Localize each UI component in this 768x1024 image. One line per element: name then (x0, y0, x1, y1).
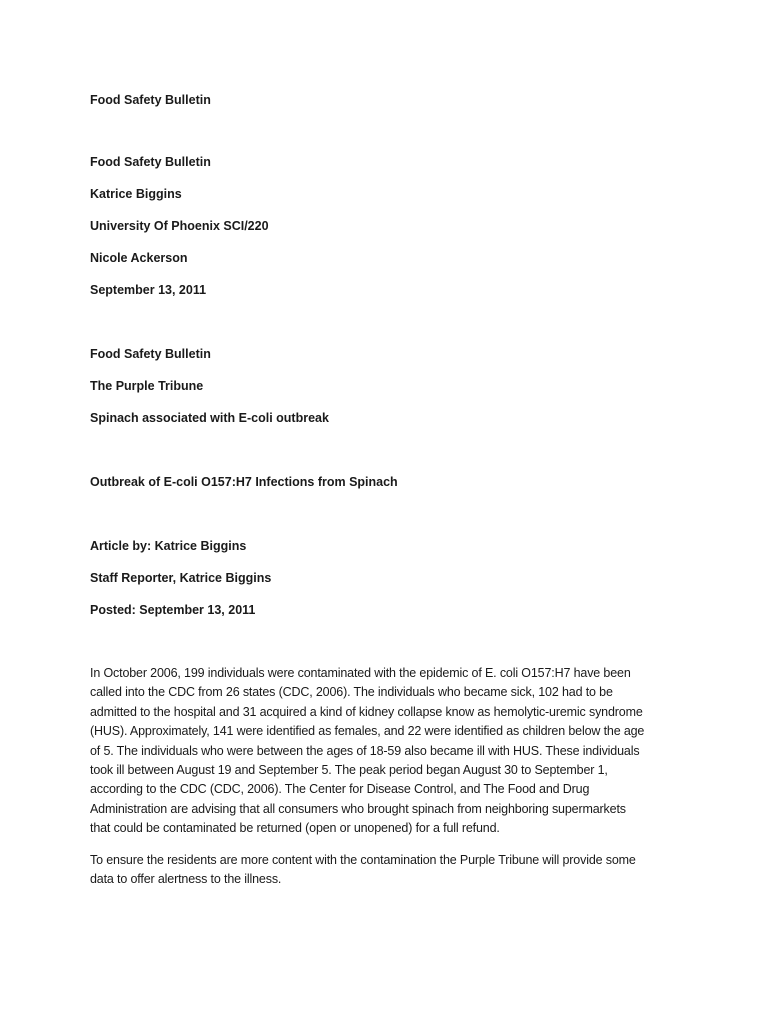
paragraph-line: took ill between August 19 and September 5. The peak period began August 30 to September 1, (90, 763, 608, 778)
paragraph-line: (HUS). Approximately, 141 were identified as females, and 22 were identified as children below the age (90, 724, 645, 739)
paragraph-line: of 5. The individuals who were between the ages of 18-59 also became ill with HUS. These individuals (90, 743, 640, 758)
document-title: Food Safety Bulletin (90, 93, 211, 107)
cover-date: September 13, 2011 (90, 283, 207, 297)
document-page (90, 0, 680, 1024)
body-paragraph-1 (90, 664, 680, 839)
paragraph-line: Administration are advising that all consumers who brought spinach from neighboring supermarkets (90, 801, 626, 816)
paragraph-line: according to the CDC (CDC, 2006). The Center for Disease Control, and The Food and Drug (90, 782, 590, 797)
cover-course: University Of Phoenix SCI/220 (90, 219, 269, 233)
masthead-subject: Spinach associated with E-coli outbreak (90, 411, 329, 425)
article-headline: Outbreak of E-coli O157:H7 Infections from Spinach (90, 475, 398, 489)
paragraph-line: admitted to the hospital and 31 acquired a kind of kidney collapse know as hemolytic-uremic syndrome (90, 704, 643, 719)
cover-author: Katrice Biggins (90, 187, 182, 201)
masthead-bulletin: Food Safety Bulletin (90, 347, 211, 361)
paragraph-line: data to offer alertness to the illness. (90, 872, 282, 887)
paragraph-line: called into the CDC from 26 states (CDC, 2006). The individuals who became sick, 102 had to be (90, 685, 613, 700)
paragraph-line: In October 2006, 199 individuals were contaminated with the epidemic of E. coli O157:H7 have been (90, 666, 631, 680)
byline-posted-date: Posted: September 13, 2011 (90, 603, 256, 617)
cover-title: Food Safety Bulletin (90, 155, 211, 169)
cover-instructor: Nicole Ackerson (90, 251, 188, 265)
body-paragraph-2 (90, 851, 680, 890)
byline-staff-reporter: Staff Reporter, Katrice Biggins (90, 571, 272, 585)
masthead-publication: The Purple Tribune (90, 379, 204, 393)
paragraph-line: To ensure the residents are more content with the contamination the Purple Tribune will provide some (90, 853, 636, 867)
byline-article-by: Article by: Katrice Biggins (90, 539, 247, 553)
paragraph-line: that could be contaminated be returned (open or unopened) for a full refund. (90, 821, 500, 836)
